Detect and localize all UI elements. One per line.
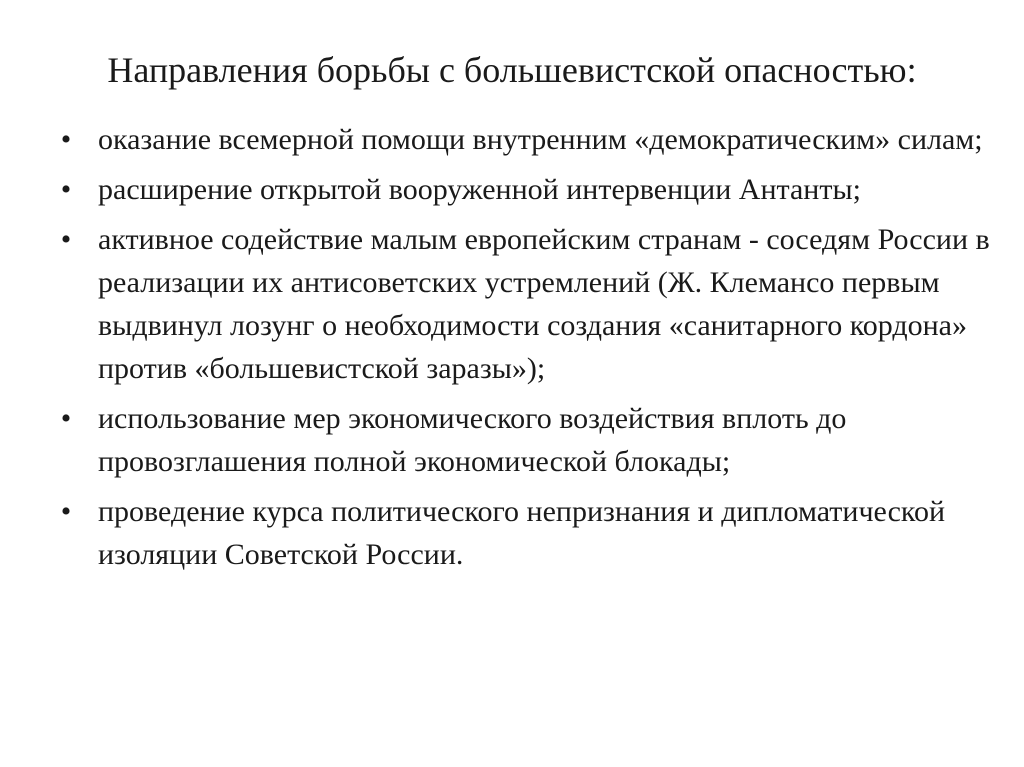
bullet-dot-icon: • — [60, 495, 72, 528]
list-item — [56, 168, 991, 211]
list-item — [56, 397, 991, 483]
list-item — [56, 218, 991, 390]
bullet-dot-icon: • — [60, 123, 72, 156]
bullet-list — [56, 118, 991, 583]
list-item-text: проведение курса политического непризнания и дипломатической изоляции Советской России. — [98, 495, 946, 571]
list-item — [56, 118, 991, 161]
bullet-dot-icon: • — [60, 402, 72, 435]
bullet-dot-icon: • — [60, 223, 72, 256]
list-item-text: оказание всемерной помощи внутренним «демократическим» силам; — [98, 123, 983, 156]
bullet-dot-icon: • — [60, 173, 72, 206]
list-item — [56, 490, 991, 576]
list-item-text: использование мер экономического воздействия вплоть до провозглашения полной экономической блокады; — [98, 402, 847, 478]
list-item-text: активное содействие малым европейским странам - соседям России в реализации их антисоветских устремлений (Ж. Клемансо первым выдвинул лозунг о необходимости создания «санитарного кордона» против «большевистской заразы»); — [98, 223, 990, 385]
slide-title: Направления борьбы с большевистской опасностью: — [107, 50, 917, 90]
list-item-text: расширение открытой вооруженной интервенции Антанты; — [98, 173, 861, 206]
